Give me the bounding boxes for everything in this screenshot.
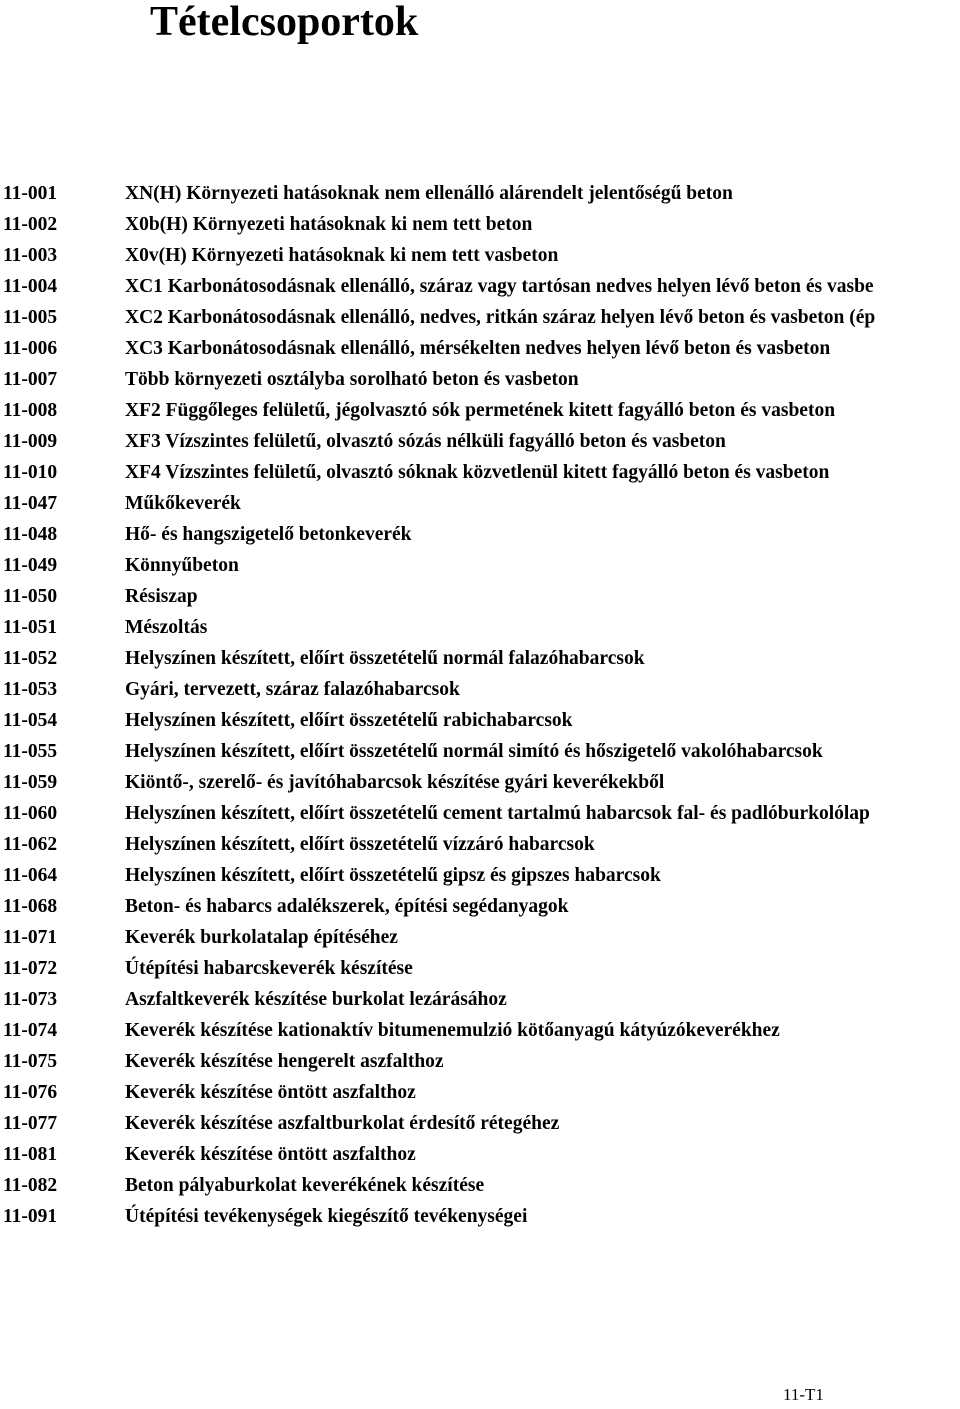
item-description: Helyszínen készített, előírt összetételű gipsz és gipszes habarcsok [125, 865, 661, 886]
item-code: 11-062 [3, 834, 58, 855]
item-code: 11-064 [3, 865, 58, 886]
item-code: 11-051 [3, 617, 58, 638]
list-item [0, 333, 960, 364]
item-description: Útépítési habarcskeverék készítése [125, 958, 413, 979]
item-code: 11-005 [3, 307, 58, 328]
item-description: Keverék készítése öntött aszfalthoz [125, 1144, 416, 1165]
list-item [0, 550, 960, 581]
list-item [0, 1015, 960, 1046]
item-description: Mészoltás [125, 617, 208, 638]
item-code: 11-060 [3, 803, 58, 824]
item-code: 11-074 [3, 1020, 58, 1041]
item-description: XC3 Karbonátosodásnak ellenálló, mérsékelten nedves helyen lévő beton és vasbeton [125, 338, 831, 359]
item-description: Műkőkeverék [125, 493, 241, 514]
list-item [0, 1201, 960, 1232]
item-description: XC1 Karbonátosodásnak ellenálló, száraz vagy tartósan nedves helyen lévő beton és vasbe [125, 276, 874, 297]
item-code: 11-002 [3, 214, 58, 235]
item-code: 11-081 [3, 1144, 58, 1165]
list-item [0, 426, 960, 457]
item-description: X0v(H) Környezeti hatásoknak ki nem tett vasbeton [125, 245, 559, 266]
item-code: 11-007 [3, 369, 58, 390]
item-group-list [0, 178, 960, 1232]
list-item [0, 612, 960, 643]
item-description: Helyszínen készített, előírt összetételű rabichabarcsok [125, 710, 573, 731]
item-code: 11-008 [3, 400, 58, 421]
item-code: 11-082 [3, 1175, 58, 1196]
list-item [0, 829, 960, 860]
item-description: Aszfaltkeverék készítése burkolat lezárásához [125, 989, 507, 1010]
list-item [0, 302, 960, 333]
item-code: 11-049 [3, 555, 58, 576]
list-item [0, 1108, 960, 1139]
item-code: 11-076 [3, 1082, 58, 1103]
item-description: Keverék készítése hengerelt aszfalthoz [125, 1051, 444, 1072]
item-code: 11-072 [3, 958, 58, 979]
item-code: 11-003 [3, 245, 58, 266]
item-description: Helyszínen készített, előírt összetételű normál simító és hőszigetelő vakolóhabarcsok [125, 741, 823, 762]
item-description: Több környezeti osztályba sorolható beton és vasbeton [125, 369, 579, 390]
list-item [0, 984, 960, 1015]
item-description: XF2 Függőleges felületű, jégolvasztó sók permetének kitett fagyálló beton és vasbeton [125, 400, 836, 421]
list-item [0, 891, 960, 922]
list-item [0, 767, 960, 798]
item-code: 11-050 [3, 586, 58, 607]
item-description: Helyszínen készített, előírt összetételű vízzáró habarcsok [125, 834, 595, 855]
item-description: Beton- és habarcs adalékszerek, építési segédanyagok [125, 896, 569, 917]
list-item [0, 922, 960, 953]
item-description: Keverék készítése öntött aszfalthoz [125, 1082, 416, 1103]
item-description: Keverék burkolatalap építéséhez [125, 927, 398, 948]
item-description: Kiöntő-, szerelő- és javítóhabarcsok készítése gyári keverékekből [125, 772, 665, 793]
item-description: Keverék készítése kationaktív bitumenemulzió kötőanyagú kátyúzókeverékhez [125, 1020, 780, 1041]
item-code: 11-091 [3, 1206, 58, 1227]
list-item [0, 240, 960, 271]
list-item [0, 519, 960, 550]
list-item [0, 674, 960, 705]
item-description: Helyszínen készített, előírt összetételű normál falazóhabarcsok [125, 648, 645, 669]
list-item [0, 457, 960, 488]
item-code: 11-077 [3, 1113, 58, 1134]
item-code: 11-071 [3, 927, 58, 948]
list-item [0, 271, 960, 302]
list-item [0, 488, 960, 519]
item-code: 11-001 [3, 183, 58, 204]
list-item [0, 1046, 960, 1077]
item-description: XC2 Karbonátosodásnak ellenálló, nedves, ritkán száraz helyen lévő beton és vasbeton (ép [125, 307, 876, 328]
item-code: 11-075 [3, 1051, 58, 1072]
list-item [0, 643, 960, 674]
item-code: 11-073 [3, 989, 58, 1010]
list-item [0, 953, 960, 984]
page-title: Tételcsoportok [150, 0, 419, 45]
item-code: 11-068 [3, 896, 58, 917]
list-item [0, 209, 960, 240]
item-code: 11-059 [3, 772, 58, 793]
list-item [0, 705, 960, 736]
list-item [0, 736, 960, 767]
item-code: 11-052 [3, 648, 58, 669]
item-description: Könnyűbeton [125, 555, 239, 576]
item-description: Keverék készítése aszfaltburkolat érdesítő rétegéhez [125, 1113, 560, 1134]
list-item [0, 178, 960, 209]
item-code: 11-006 [3, 338, 58, 359]
list-item [0, 798, 960, 829]
item-description: X0b(H) Környezeti hatásoknak ki nem tett beton [125, 214, 533, 235]
list-item [0, 364, 960, 395]
item-description: Gyári, tervezett, száraz falazóhabarcsok [125, 679, 460, 700]
list-item [0, 860, 960, 891]
list-item [0, 581, 960, 612]
page-number: 11-T1 [783, 1385, 824, 1404]
list-item [0, 1170, 960, 1201]
item-code: 11-010 [3, 462, 58, 483]
item-code: 11-055 [3, 741, 58, 762]
item-description: Hő- és hangszigetelő betonkeverék [125, 524, 412, 545]
list-item [0, 395, 960, 426]
item-description: Résiszap [125, 586, 198, 607]
item-description: XF4 Vízszintes felületű, olvasztó sóknak közvetlenül kitett fagyálló beton és vasbeton [125, 462, 830, 483]
item-description: XF3 Vízszintes felületű, olvasztó sózás nélküli fagyálló beton és vasbeton [125, 431, 726, 452]
item-description: Útépítési tevékenységek kiegészítő tevékenységei [125, 1206, 528, 1227]
item-code: 11-054 [3, 710, 58, 731]
item-code: 11-048 [3, 524, 58, 545]
list-item [0, 1077, 960, 1108]
item-description: XN(H) Környezeti hatásoknak nem ellenálló alárendelt jelentőségű beton [125, 183, 733, 204]
list-item [0, 1139, 960, 1170]
item-code: 11-047 [3, 493, 58, 514]
item-code: 11-053 [3, 679, 58, 700]
item-description: Beton pályaburkolat keverékének készítése [125, 1175, 485, 1196]
item-code: 11-009 [3, 431, 58, 452]
item-description: Helyszínen készített, előírt összetételű cement tartalmú habarcsok fal- és padlóburkolólap [125, 803, 870, 824]
item-code: 11-004 [3, 276, 58, 297]
